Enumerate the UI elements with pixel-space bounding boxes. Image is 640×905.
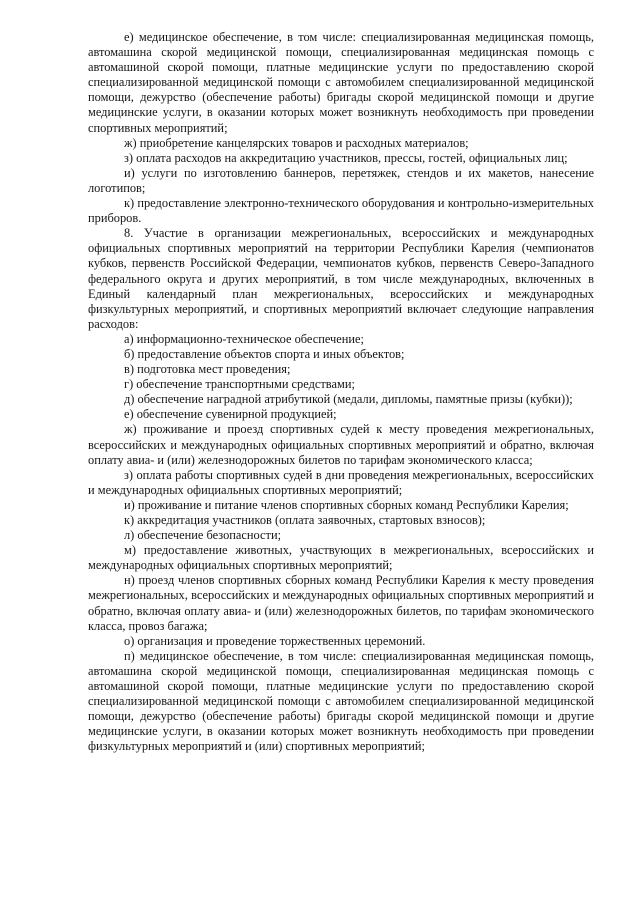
paragraph-item-zh-stationery: ж) приобретение канцелярских товаров и расходных материалов;: [124, 135, 469, 150]
paragraph-item-z-accreditation: з) оплата расходов на аккредитацию участников, прессы, гостей, официальных лиц;: [124, 150, 568, 165]
paragraph-item-i-team-lodging: и) проживание и питание членов спортивных сборных команд Республики Карелия;: [124, 497, 569, 512]
paragraph-item-l-security: л) обеспечение безопасности;: [124, 528, 282, 543]
paragraph-item-p-medical: п) медицинское обеспечение, в том числе: специализированная медицинская помощь, автомашина скорой медицинской помощи, специализированная медицинская помощь с автомашиной скорой помощи, платные медицинские услуги по предоставлению скорой специализированной медицинской помощи с автомобилем специализированной медицинской помощи, дежурство (обеспечение работы) бригады скорой медицинской помощи и другие медицинские услуги, в оказании которых может возникнуть необходимость при проведении физкультурных мероприятий и (или) спортивных мероприятий;: [88, 648, 594, 754]
paragraph-item-b-sport-facilities: б) предоставление объектов спорта и иных объектов;: [124, 346, 405, 361]
paragraph-item-o-ceremonies: о) организация и проведение торжественных церемоний.: [124, 633, 426, 648]
paragraph-item-z-judges-pay: з) оплата работы спортивных судей в дни проведения межрегиональных, всероссийских и международных официальных спортивных мероприятий;: [88, 467, 594, 497]
paragraph-section-8: 8. Участие в организации межрегиональных, всероссийских и международных официальных спортивных мероприятий на территории Республики Карелия (чемпионатов кубков, первенств Российской Федерации, чемпионатов кубков, первенств Северо-Западного федерального округа и других мероприятий, в том числе международных, включенных в Единый календарный план межрегиональных, всероссийских и международных физкультурных мероприятий, и спортивных мероприятий включает следующие направления расходов:: [88, 226, 594, 331]
paragraph-item-e-medical: е) медицинское обеспечение, в том числе: специализированная медицинская помощь, автомашина скорой медицинской помощи, специализированная медицинская помощь с автомашиной скорой помощи, платные медицинские услуги по предоставлению скорой специализированной медицинской помощи с автомобилем специализированной медицинской помощи, дежурство (обеспечение работы) бригады скорой медицинской помощи и другие медицинские услуги, в оказании которых может возникнуть необходимость при проведении спортивных мероприятий;: [88, 30, 594, 135]
paragraph-item-v-venue-preparation: в) подготовка мест проведения;: [124, 362, 291, 377]
paragraph-item-i-banners: и) услуги по изготовлению баннеров, перетяжек, стендов и их макетов, нанесение логотипов;: [88, 165, 594, 195]
paragraph-item-e-souvenirs: е) обеспечение сувенирной продукцией;: [124, 407, 337, 422]
paragraph-item-k-equipment: к) предоставление электронно-технического оборудования и контрольно-измерительных приборов.: [88, 196, 594, 226]
paragraph-item-k-accreditation-fees: к) аккредитация участников (оплата заявочных, стартовых взносов);: [124, 513, 486, 527]
paragraph-item-a-it-support: а) информационно-техническое обеспечение;: [124, 331, 364, 346]
paragraph-item-zh-judges-travel: ж) проживание и проезд спортивных судей к месту проведения межрегиональных, всероссийских и международных официальных спортивных мероприятий и обратно, включая оплату авиа- и (или) железнодорожных билетов по тарифам экономического класса;: [88, 422, 594, 467]
paragraph-item-n-team-travel: н) проезд членов спортивных сборных команд Республики Карелия к месту проведения межрегиональных, всероссийских и международных официальных спортивных мероприятий и обратно, включая оплату авиа- и (или) железнодорожных билетов, по тарифам экономического класса, провоз багажа;: [88, 573, 594, 633]
paragraph-item-d-awards: д) обеспечение наградной атрибутикой (медали, дипломы, памятные призы (кубки));: [124, 392, 573, 407]
paragraph-item-g-transport: г) обеспечение транспортными средствами;: [124, 377, 355, 392]
paragraph-item-m-animals: м) предоставление животных, участвующих в межрегиональных, всероссийских и международных официальных спортивных мероприятий;: [88, 543, 594, 573]
